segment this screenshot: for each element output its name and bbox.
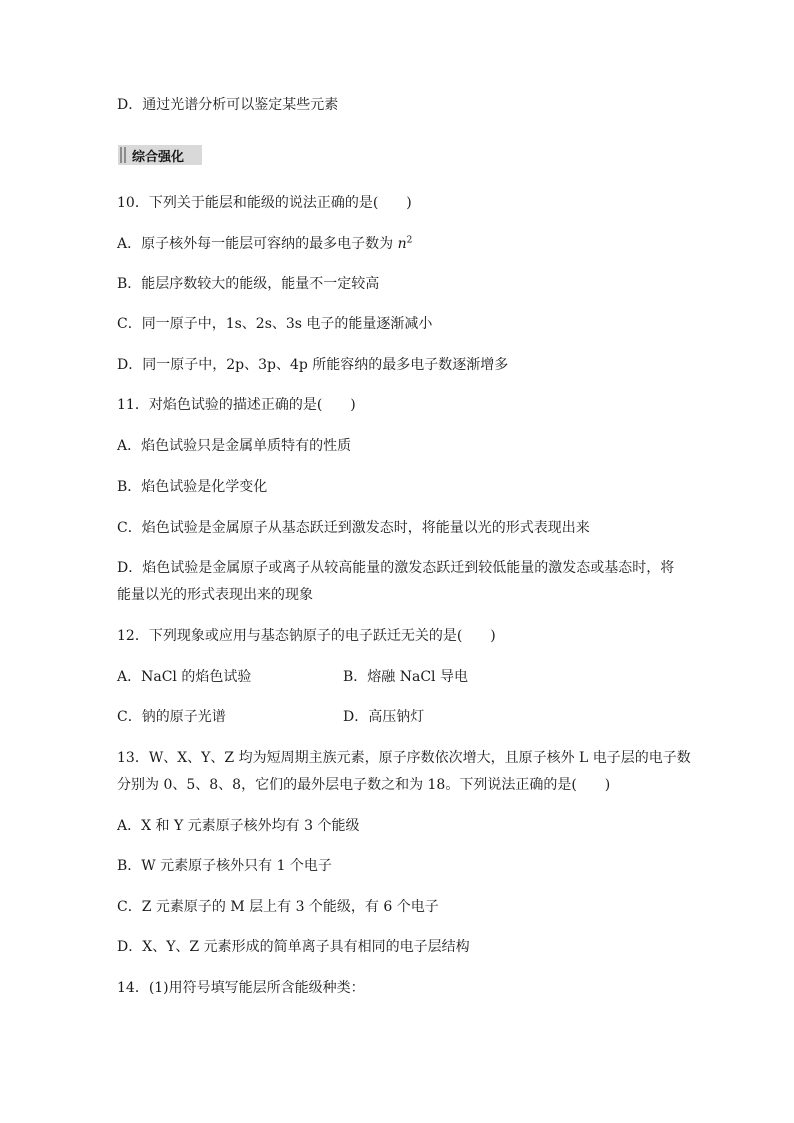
- q13-stem-line1: 13．W、X、Y、Z 均为短周期主族元素，原子序数依次增大，且原子核外 L 电子层的电子数: [117, 750, 691, 766]
- q10-option-b: B．能层序数较大的能级，能量不一定较高: [117, 276, 380, 292]
- section-badge-bars: [120, 147, 126, 163]
- q12-stem: 12．下列现象或应用与基态钠原子的电子跃迁无关的是( ): [117, 628, 496, 644]
- q12-option-row-1: [117, 667, 687, 687]
- q11-option-b: B．焰色试验是化学变化: [117, 479, 268, 495]
- q13-option-a: A．X 和 Y 元素原子核外均有 3 个能级: [117, 818, 360, 834]
- q12-option-row-2: [117, 707, 687, 727]
- q11-option-c: C．焰色试验是金属原子从基态跃迁到激发态时，将能量以光的形式表现出来: [117, 520, 590, 536]
- q10-option-a-var: n: [397, 236, 407, 252]
- q12-option-a: A．NaCl 的焰色试验: [117, 669, 252, 685]
- q13-option-d: D．X、Y、Z 元素形成的简单离子具有相同的电子层结构: [117, 939, 470, 955]
- q11-option-d-line2: 能量以光的形式表现出来的现象: [117, 587, 313, 603]
- q11-stem: 11．对焰色试验的描述正确的是( ): [117, 397, 356, 413]
- q13-option-b: B．W 元素原子核外只有 1 个电子: [117, 858, 332, 874]
- q10-option-d: D．同一原子中，2p、3p、4p 所能容纳的最多电子数逐渐增多: [117, 357, 509, 373]
- q10-option-a-sup: 2: [406, 235, 413, 246]
- q12-option-d: D．高压钠灯: [343, 709, 425, 725]
- q14-stem: 14．(1)用符号填写能层所含能级种类：: [117, 980, 365, 996]
- q10-option-a: [117, 234, 687, 254]
- q11-option-a: A．焰色试验只是金属单质特有的性质: [117, 438, 352, 454]
- q12-option-b: B．熔融 NaCl 导电: [343, 669, 468, 685]
- section-badge: [118, 145, 202, 165]
- q12-option-c: C．钠的原子光谱: [117, 709, 226, 725]
- q10-option-c: C．同一原子中，1s、2s、3s 电子的能量逐渐减小: [117, 316, 433, 332]
- q13-stem-line2: 分别为 0、5、8、8，它们的最外层电子数之和为 18。下列说法正确的是( ): [117, 777, 611, 793]
- q11-option-d-line1: D．焰色试验是金属原子或离子从较高能量的激发态跃迁到较低能量的激发态或基态时，将: [117, 560, 675, 576]
- q13-option-c: C．Z 元素原子的 M 层上有 3 个能级，有 6 个电子: [117, 899, 439, 915]
- section-title: 综合强化: [132, 149, 185, 165]
- q9-option-d: D．通过光谱分析可以鉴定某些元素: [117, 97, 339, 113]
- q10-option-a-text: A．原子核外每一能层可容纳的最多电子数为: [117, 236, 398, 252]
- q10-stem: 10．下列关于能层和能级的说法正确的是( ): [117, 195, 412, 211]
